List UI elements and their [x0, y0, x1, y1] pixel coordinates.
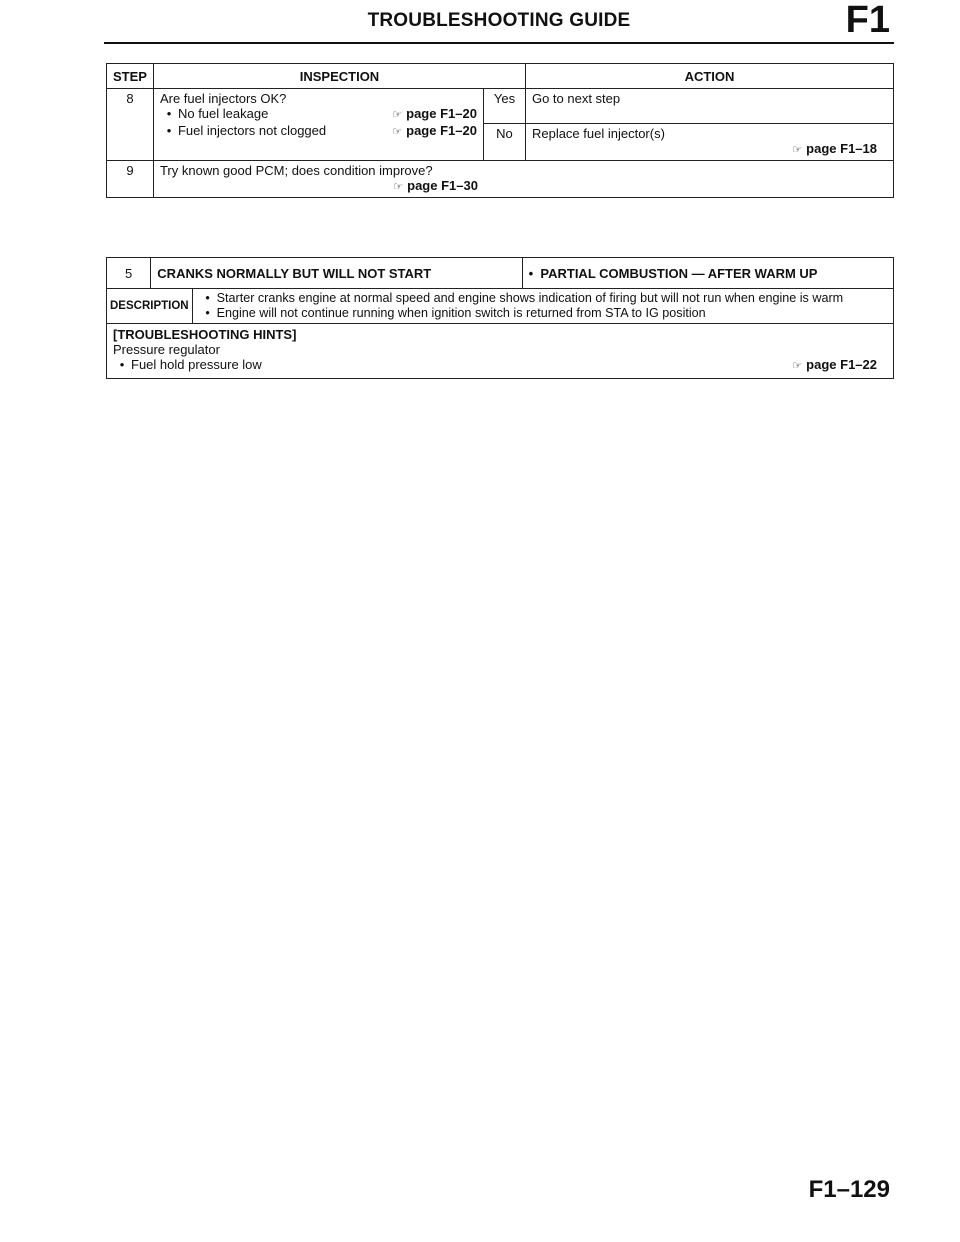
reference-hand-icon: ☞ — [792, 360, 803, 372]
bullet: • — [205, 291, 210, 305]
inspection-item — [160, 106, 477, 123]
hints-item-text: Fuel hold pressure low — [131, 357, 262, 372]
step-table-header-row — [107, 64, 894, 89]
hints-item — [113, 357, 887, 374]
bullet: • — [528, 265, 534, 281]
page-number: F1–129 — [808, 1176, 890, 1203]
inspection-item-text: Fuel injectors not clogged — [177, 123, 327, 138]
yes-label: Yes — [483, 89, 525, 124]
symptom-condition — [522, 258, 893, 289]
symptom-title: CRANKS NORMALLY BUT WILL NOT START — [151, 258, 522, 289]
inspection-question: Are fuel injectors OK? — [159, 91, 287, 106]
column-header-step: STEP — [107, 64, 154, 89]
description-row — [107, 289, 894, 324]
inspection-item-text: No fuel leakage — [177, 106, 269, 121]
page-reference — [392, 106, 477, 123]
page-reference-text: page F1–20 — [406, 106, 477, 121]
page-title: TROUBLESHOOTING GUIDE — [367, 10, 631, 31]
no-action-text: Replace fuel injector(s) — [531, 126, 665, 141]
page-reference — [393, 178, 478, 193]
hints-row — [107, 324, 894, 379]
bullet: • — [119, 357, 125, 372]
description-label: DESCRIPTION — [107, 289, 193, 324]
inspection-item — [160, 123, 477, 140]
reference-hand-icon: ☞ — [392, 126, 403, 138]
page-reference — [392, 123, 477, 140]
column-header-action: ACTION — [525, 64, 893, 89]
reference-hand-icon: ☞ — [392, 109, 403, 121]
reference-hand-icon: ☞ — [792, 144, 803, 156]
step-number: 8 — [107, 89, 154, 161]
troubleshooting-hints — [107, 324, 894, 379]
symptom-table — [106, 257, 894, 379]
page-reference-text: page F1–22 — [806, 357, 877, 372]
description-item-text: Engine will not continue running when ignition switch is returned from STA to IG position — [216, 306, 706, 320]
reference-hand-icon: ☞ — [393, 181, 404, 193]
step-8-yes-row — [107, 89, 894, 124]
bullet: • — [166, 123, 172, 138]
symptom-condition-text: PARTIAL COMBUSTION — AFTER WARM UP — [540, 265, 818, 281]
column-header-inspection: INSPECTION — [153, 64, 525, 89]
no-action — [525, 124, 893, 161]
symptom-title-row — [107, 258, 894, 289]
no-label: No — [483, 124, 525, 161]
description-content — [192, 289, 893, 324]
section-code: F1 — [845, 0, 890, 41]
inspection-question: Try known good PCM; does condition improve? — [159, 163, 433, 178]
description-item — [199, 306, 887, 321]
page-reference — [792, 141, 877, 156]
page-reference-text: page F1–20 — [406, 123, 477, 138]
bullet: • — [166, 106, 172, 121]
step-9-inspection — [153, 161, 893, 198]
description-item — [199, 291, 887, 306]
page-reference-text: page F1–18 — [806, 141, 877, 156]
step-9-row — [107, 161, 894, 198]
yes-action: Go to next step — [525, 89, 893, 124]
symptom-number: 5 — [107, 258, 151, 289]
hints-subtitle: Pressure regulator — [113, 342, 220, 357]
step-8-inspection — [153, 89, 483, 161]
bullet: • — [205, 306, 210, 320]
description-item-text: Starter cranks engine at normal speed and engine shows indication of firing but will not run when engine is warm — [216, 291, 844, 305]
page-header — [104, 0, 894, 44]
step-table — [106, 63, 894, 198]
step-number: 9 — [107, 161, 154, 198]
page-reference — [792, 357, 887, 374]
hints-title: [TROUBLESHOOTING HINTS] — [113, 327, 297, 342]
page-reference-text: page F1–30 — [407, 178, 478, 193]
